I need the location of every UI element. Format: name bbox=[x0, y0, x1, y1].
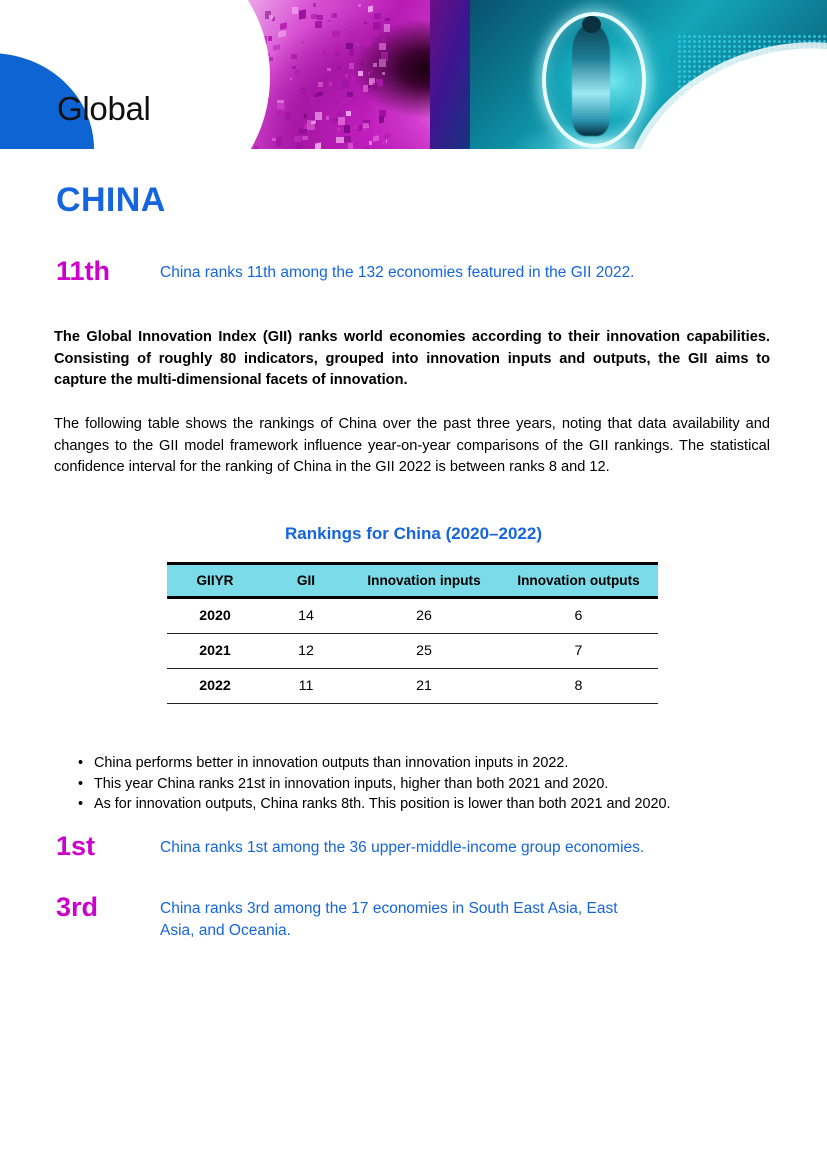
list-item-label: China performs better in innovation outputs than innovation inputs in 2022. bbox=[94, 755, 569, 771]
bullet-dot-icon: • bbox=[78, 755, 84, 771]
table-row bbox=[167, 634, 658, 669]
insight-bullet-list bbox=[78, 753, 778, 815]
cell-gii: 14 bbox=[263, 598, 349, 634]
column-header-innovation-inputs: Innovation inputs bbox=[349, 564, 499, 598]
list-item bbox=[78, 774, 778, 795]
bullet-dot-icon: • bbox=[78, 775, 84, 792]
bullet-dot-icon: • bbox=[78, 796, 84, 812]
income-group-rank-row bbox=[56, 832, 776, 860]
region-group-rank-description: China ranks 3rd among the 17 economies in South East Asia, East Asia, and Oceania. bbox=[160, 900, 618, 939]
cell-year: 2020 bbox=[167, 598, 263, 634]
list-item bbox=[78, 753, 778, 774]
intro-paragraph: The Global Innovation Index (GII) ranks world economies according to their innovation capabilities. Consisting of roughly 80 indicators, grouped into innovation inputs and outputs, the GII aims to capture the multi-dimensional facets of innovation. bbox=[54, 329, 770, 388]
rankings-table-head bbox=[167, 564, 658, 598]
column-header-innovation-outputs: Innovation outputs bbox=[499, 564, 658, 598]
cell-year: 2021 bbox=[167, 634, 263, 669]
table-row bbox=[167, 669, 658, 704]
cell-inputs: 25 bbox=[349, 634, 499, 669]
table-intro-paragraph: The following table shows the rankings of China over the past three years, noting that data availability and changes to the GII model framework influence year-on-year comparisons of the GII rankings. The statistical confidence interval for the ranking of China in the GII 2022 is between ranks 8 and 12. bbox=[54, 416, 770, 475]
table-header-row bbox=[167, 564, 658, 598]
cell-inputs: 21 bbox=[349, 669, 499, 704]
rankings-table-title: Rankings for China (2020–2022) bbox=[285, 524, 542, 543]
list-item-label: As for innovation outputs, China ranks 8th. This position is lower than both 2021 and 2020. bbox=[94, 796, 671, 812]
rankings-table bbox=[167, 562, 658, 704]
overall-rank-description: China ranks 11th among the 132 economies featured in the GII 2022. bbox=[160, 264, 635, 281]
cell-outputs: 6 bbox=[499, 598, 658, 634]
list-item-label: This year China ranks 21st in innovation inputs, higher than both 2021 and 2020. bbox=[94, 775, 609, 792]
table-row bbox=[167, 598, 658, 634]
cyan-figure-head bbox=[582, 16, 601, 33]
header-banner bbox=[0, 0, 827, 149]
column-header-giiyr: GIIYR bbox=[167, 564, 263, 598]
cell-inputs: 26 bbox=[349, 598, 499, 634]
income-group-rank-description: China ranks 1st among the 36 upper-middle-income group economies. bbox=[160, 839, 645, 856]
cell-year: 2022 bbox=[167, 669, 263, 704]
cell-outputs: 7 bbox=[499, 634, 658, 669]
cyan-light-ring-artwork bbox=[470, 0, 827, 149]
cyan-figure-silhouette bbox=[572, 24, 610, 136]
income-group-rank-badge: 1st bbox=[56, 831, 96, 861]
column-header-gii: GII bbox=[263, 564, 349, 598]
overall-rank-badge: 11th bbox=[56, 256, 111, 286]
logo-line-1: Global bbox=[57, 90, 151, 127]
region-group-rank-row bbox=[56, 893, 756, 942]
list-item bbox=[78, 794, 778, 815]
rankings-table-body bbox=[167, 598, 658, 704]
cell-gii: 12 bbox=[263, 634, 349, 669]
cell-gii: 11 bbox=[263, 669, 349, 704]
region-group-rank-badge: 3rd bbox=[56, 892, 99, 922]
gii-logo bbox=[57, 19, 217, 149]
cell-outputs: 8 bbox=[499, 669, 658, 704]
overall-rank-row bbox=[56, 257, 776, 285]
page-title: CHINA bbox=[56, 181, 166, 219]
